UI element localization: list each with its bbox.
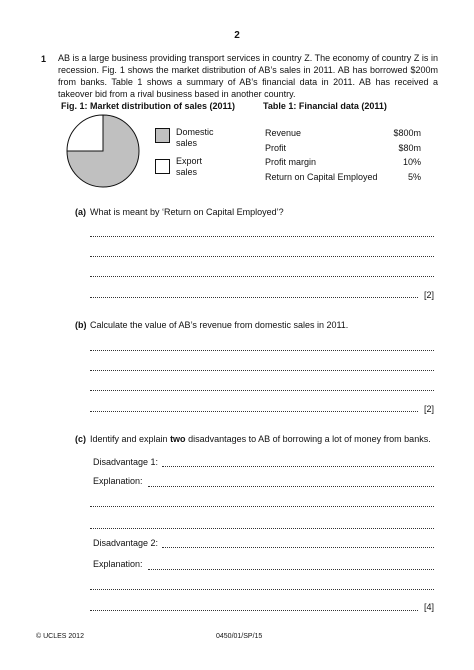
part-c-letter: (c) [75,434,86,444]
legend-swatch-domestic [155,128,170,143]
table-row-label: Revenue [265,128,302,138]
legend-swatch-export [155,159,170,174]
answer-line[interactable] [90,256,434,257]
part-c-text: Identify and explain [90,434,171,444]
legend-label-export [176,156,202,178]
part-c-question [90,434,431,444]
table-row-label: Profit margin [265,157,317,167]
figure-title: Fig. 1: Market distribution of sales (2011) [61,101,236,111]
part-a-marks: [2] [424,290,435,300]
answer-line[interactable] [90,236,434,237]
table-row-value: 10% [402,157,421,167]
page-number: 2 [234,30,240,41]
answer-line[interactable] [90,297,418,298]
legend-label-domestic [176,127,214,149]
explanation-2-label: Explanation: [93,559,143,569]
part-c-text: disadvantages to AB of borrowing a lot of money from banks. [185,434,431,444]
table-row-label: Profit [265,143,287,153]
part-c-emphasis: two [170,434,186,444]
answer-line[interactable] [90,411,418,412]
part-a-letter: (a) [75,207,86,217]
answer-line[interactable] [90,506,434,507]
answer-line[interactable] [90,370,434,371]
answer-line[interactable] [90,350,434,351]
disadvantage-1-answer-line[interactable] [162,466,434,467]
disadvantage-2-answer-line[interactable] [162,547,434,548]
answer-line[interactable] [90,528,434,529]
question-number: 1 [41,54,47,64]
explanation-2-answer-line[interactable] [148,569,434,570]
pie-chart [65,113,141,189]
part-b-marks: [2] [424,404,435,414]
answer-line[interactable] [90,589,434,590]
table-title: Table 1: Financial data (2011) [263,101,387,111]
table-row-value: $80m [398,143,421,153]
answer-line[interactable] [90,276,434,277]
table-row-value: 5% [407,172,421,182]
legend-line: Export [176,156,203,166]
legend-line: sales [176,167,198,177]
legend-line: sales [176,138,198,148]
legend-line: Domestic [176,127,214,137]
part-c-marks: [4] [424,602,435,612]
footer-code: 0450/01/SP/15 [216,633,263,640]
explanation-1-answer-line[interactable] [148,486,434,487]
explanation-1-label: Explanation: [93,476,143,486]
table-row-label: Return on Capital Employed [265,172,378,182]
pie-slice-export [67,115,103,151]
answer-line[interactable] [90,610,418,611]
part-b-letter: (b) [75,320,87,330]
answer-line[interactable] [90,390,434,391]
disadvantage-1-label: Disadvantage 1: [93,457,159,467]
footer-copyright: © UCLES 2012 [36,633,84,640]
disadvantage-2-label: Disadvantage 2: [93,538,159,548]
part-b-question: Calculate the value of AB’s revenue from domestic sales in 2011. [90,320,349,330]
question-intro: AB is a large business providing transport services in country Z. The economy of country Z is in recession. Fig. 1 shows the market distribution of AB’s sales in 2011. AB has borrowed $200m from banks. Table 1 shows a summary of AB’s financial data in 2011. AB has received a takeover bid from a rival business based in another country. [58,53,438,99]
part-a-question: What is meant by ‘Return on Capital Employed’? [90,207,284,217]
table-row-value: $800m [393,128,421,138]
